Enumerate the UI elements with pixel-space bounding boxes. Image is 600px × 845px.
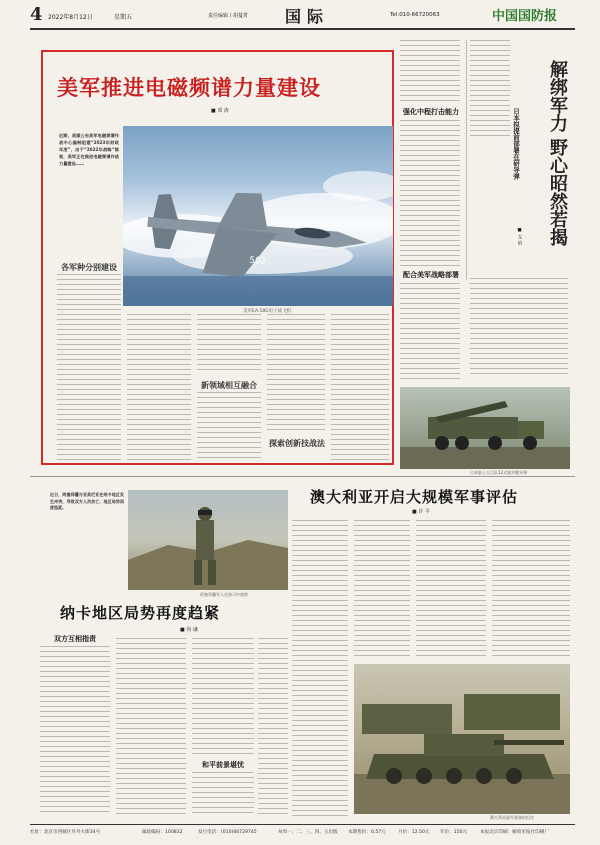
nagorno-text-col4 xyxy=(258,638,288,816)
tank-photo xyxy=(354,664,570,814)
middle-text-col3 xyxy=(400,283,460,383)
column-divider xyxy=(466,40,467,280)
australia-byline: ■ 许 平 xyxy=(412,509,430,515)
editor-phone: Tel:010-66720063 xyxy=(390,12,440,18)
header-rule xyxy=(30,28,575,30)
main-photo-caption: 美军EA-18G电子战飞机 xyxy=(243,309,292,314)
nagorno-byline: ■ 尚 谦 xyxy=(180,627,198,633)
jet-illustration xyxy=(123,126,393,306)
page-header xyxy=(30,4,575,30)
main-text-col5 xyxy=(331,314,389,460)
footer-year-price: 年价：150元 xyxy=(440,830,468,835)
soldier-photo-caption: 阿塞拜疆军人在演习中观察 xyxy=(200,592,248,597)
side-text-col2 xyxy=(470,278,568,378)
nagorno-text-col1 xyxy=(40,646,110,816)
subhead-us-strategy: 配合美军战略部署 xyxy=(403,271,459,279)
issue-date: 2022年8月12日 xyxy=(48,14,93,21)
main-article-title: 美军推进电磁频谱力量建设 xyxy=(57,75,321,100)
page-number: 4 xyxy=(30,4,43,25)
issue-weekday: 星期五 xyxy=(114,14,133,21)
subhead-peace: 和平前景堪忧 xyxy=(202,761,244,769)
subhead-accusations: 双方互相指责 xyxy=(54,635,96,643)
subhead-midrange: 强化中程打击能力 xyxy=(403,108,459,116)
nagorno-text-col3b xyxy=(192,772,254,816)
side-article-byline: ■ 戈 焰 xyxy=(517,228,522,245)
main-article-lead: 近期，美媒公布美军电磁频谱作战中心编制组建“2023年财政年度”，由于“2022年战略”框架，美军正在推进电磁频谱作战力量建设…… xyxy=(59,133,119,166)
subhead-integration: 新领域相互融合 xyxy=(201,381,257,390)
svg-text:502: 502 xyxy=(248,255,267,268)
nagorno-title: 纳卡地区局势再度趋紧 xyxy=(60,604,221,622)
footer-address: 社址：北京市西城区阜外大街34号 xyxy=(30,830,101,835)
missile-photo-caption: 日本陆上自卫队12式地对舰导弹 xyxy=(470,470,528,475)
main-text-col3b xyxy=(197,392,261,460)
middle-text-col1 xyxy=(400,40,460,105)
page-footer xyxy=(30,829,575,839)
nagorno-text-col2 xyxy=(116,638,186,816)
middle-text-col2 xyxy=(400,120,460,270)
soldier-photo xyxy=(128,490,288,590)
main-text-col3a xyxy=(197,314,261,374)
missile-truck-illustration xyxy=(400,387,570,469)
aus-text-col3 xyxy=(416,520,486,660)
tank-illustration xyxy=(354,664,570,814)
fighter-jet-photo xyxy=(123,126,393,306)
aus-text-col4 xyxy=(492,520,570,660)
masthead-logo: 中国国防报 xyxy=(492,9,558,24)
footer-rule xyxy=(30,824,575,825)
footer-month-price: 月价：12.50元 xyxy=(398,830,430,835)
editor-credit: 责任编辑 / 胡蔓菁 xyxy=(208,13,248,19)
footer-delivery: 发行电话：(010)66729745 xyxy=(198,830,257,835)
footer-price: 本期售价：0.57元 xyxy=(348,830,386,835)
main-text-col4 xyxy=(267,314,325,434)
footer-schedule: 每周一、二、三、四、五出版 xyxy=(278,830,338,835)
main-text-col2 xyxy=(127,314,191,460)
missile-truck-photo xyxy=(400,387,570,469)
side-text-col xyxy=(470,40,510,140)
aus-text-col2 xyxy=(354,520,410,660)
section-rule xyxy=(30,476,575,477)
nagorno-text-col3a xyxy=(192,638,254,756)
main-article-box xyxy=(41,50,394,465)
main-text-col1 xyxy=(57,274,121,460)
nagorno-lead: 近日，阿塞拜疆与亚美尼亚在纳卡地区发生冲突，导致双方人员伤亡，地区局势再度趋紧。 xyxy=(50,492,124,510)
subhead-innovation: 探索创新技战法 xyxy=(269,439,325,448)
side-article-title: 解绑军力 野心昭然若揭 xyxy=(547,60,568,247)
footer-postcode: 邮政编码：100832 xyxy=(142,830,183,835)
aus-text-col1 xyxy=(292,520,348,820)
footer-printer: 本报北京印刷：解放军报社印刷厂 xyxy=(480,830,549,835)
tank-photo-caption: 澳大利亚陆军装备的坦克 xyxy=(490,815,534,820)
side-article-subtitle: 日本拟提前部署在研导弹 xyxy=(512,108,520,180)
australia-title: 澳大利亚开启大规模军事评估 xyxy=(310,488,519,506)
section-title: 国际 xyxy=(285,7,330,26)
main-article-byline: ■ 邓 涛 xyxy=(211,108,229,114)
subhead-services: 各军种分别建设 xyxy=(61,263,117,272)
soldier-illustration xyxy=(128,490,288,590)
